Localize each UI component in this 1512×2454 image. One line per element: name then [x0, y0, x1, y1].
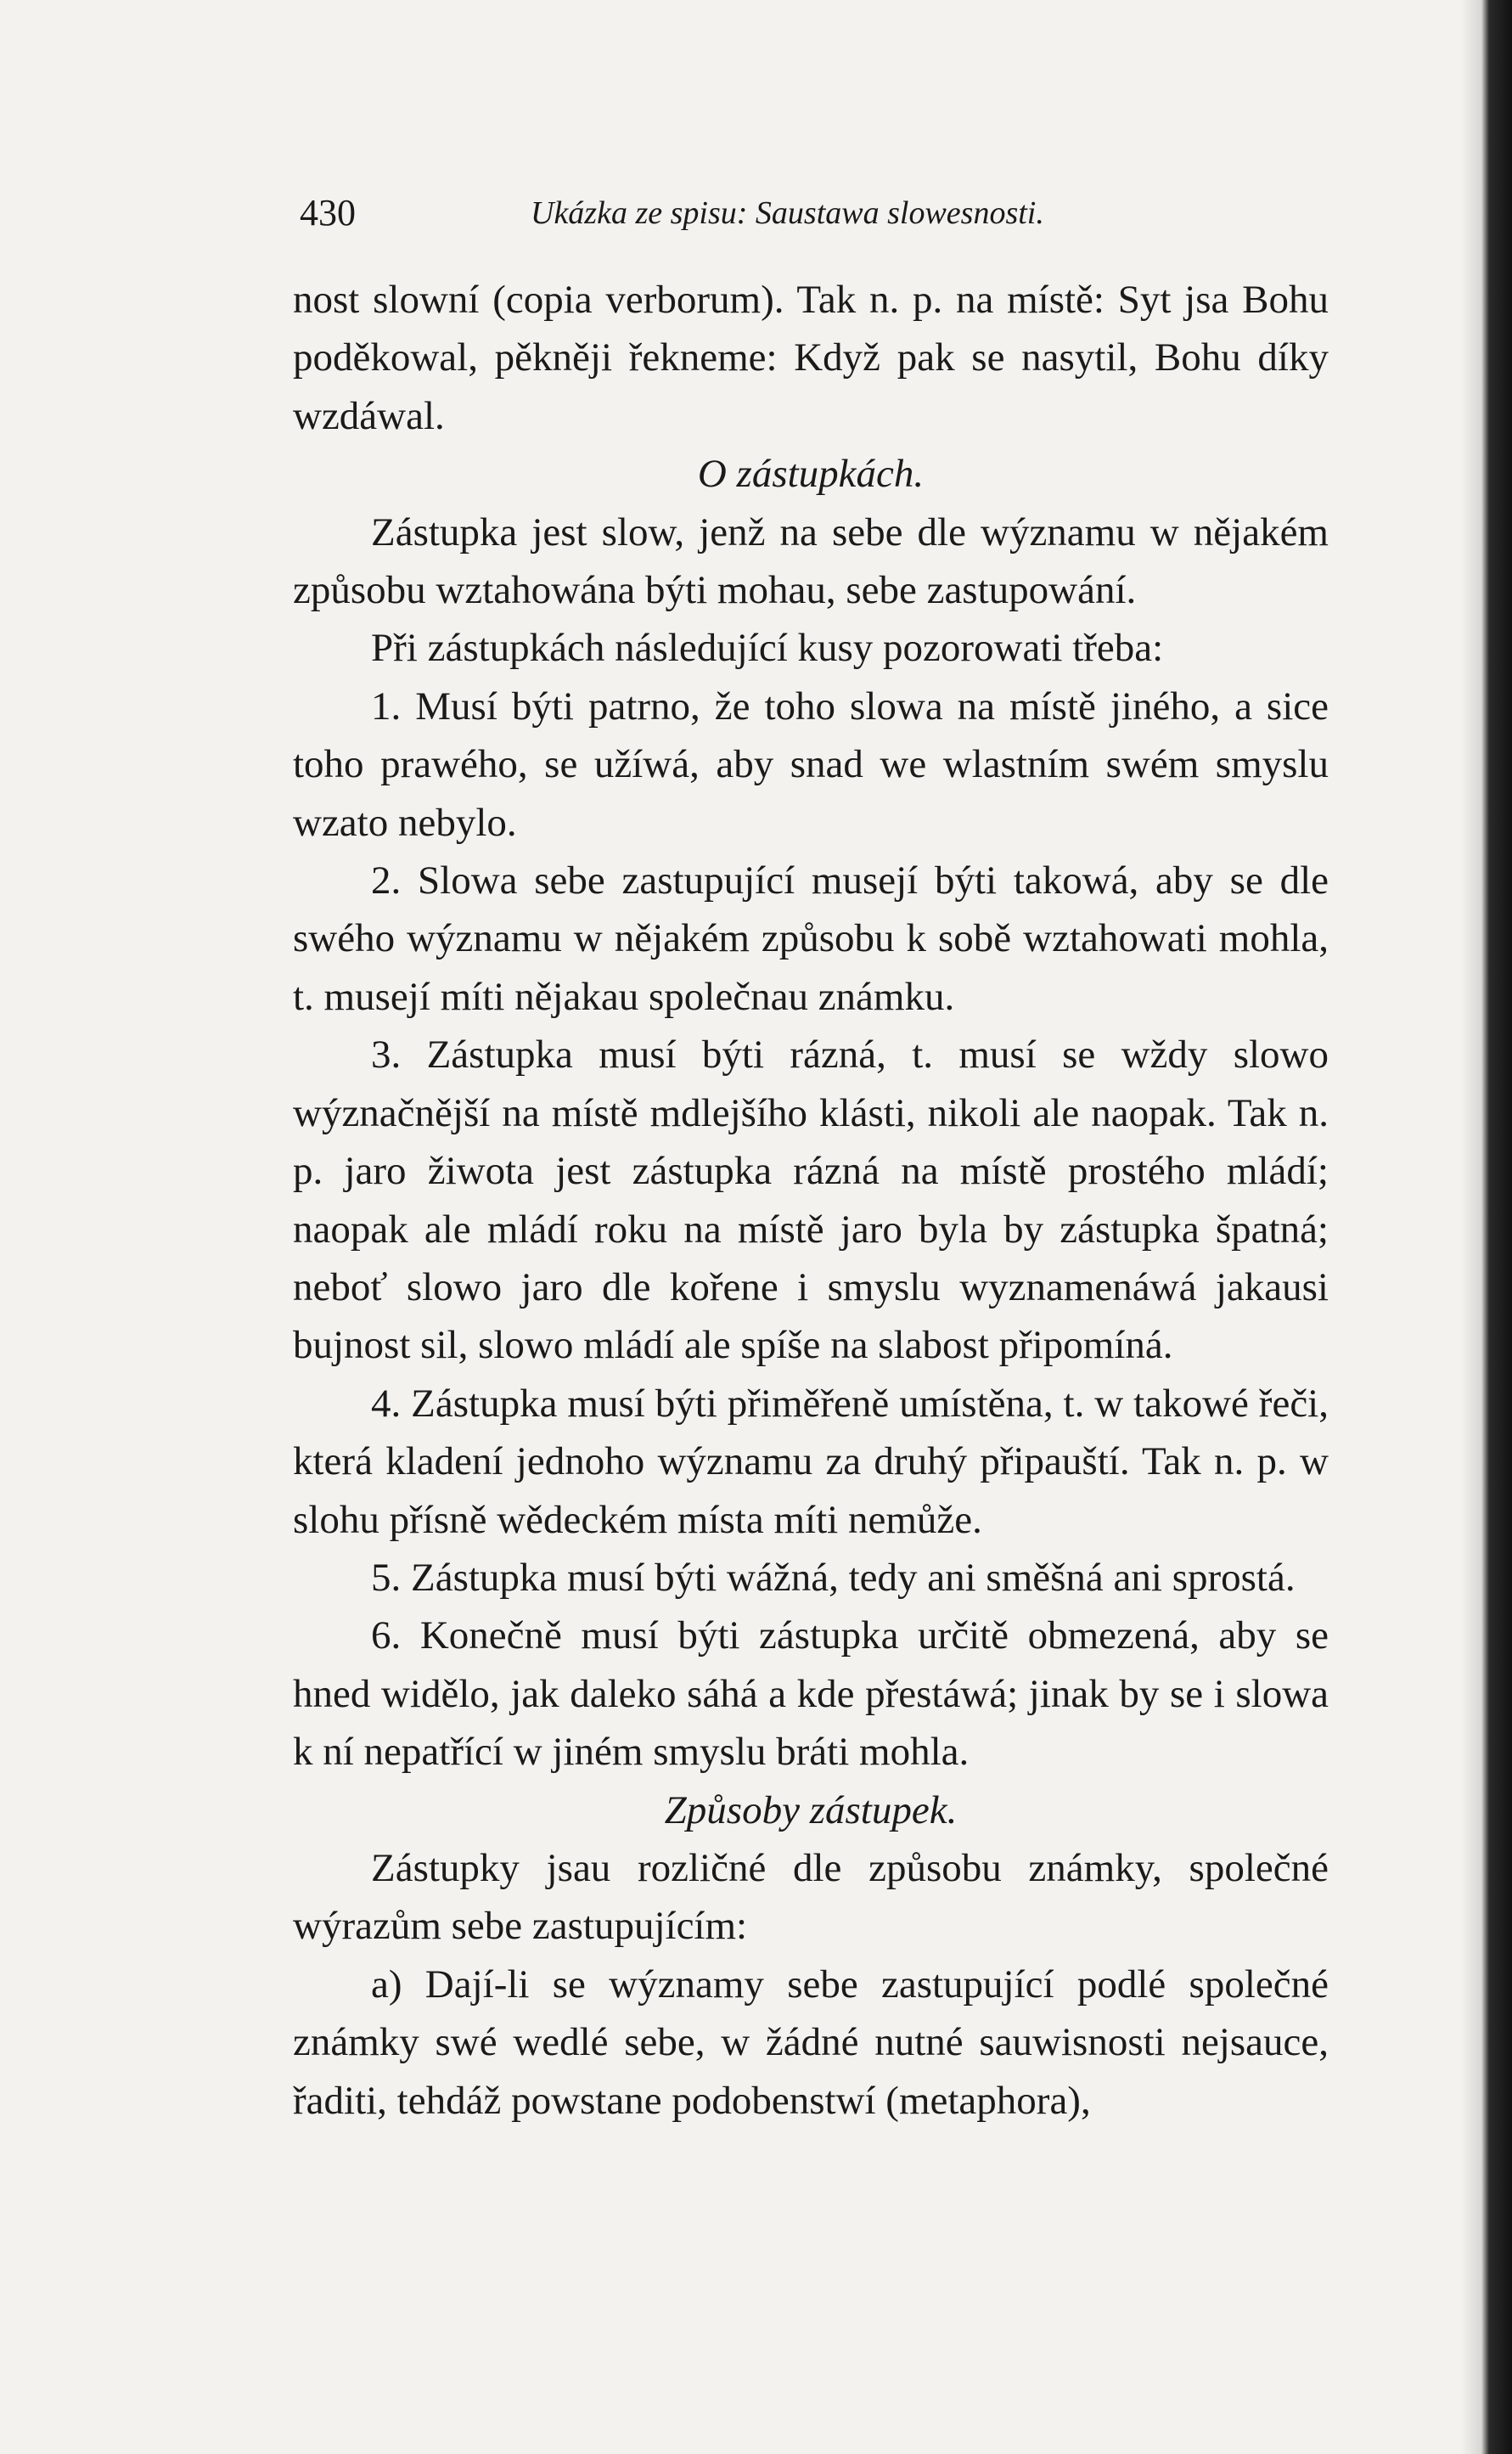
paragraph-definition: Zástupka jest slow, jenž na sebe dle wýznamu w nějakém způsobu wztahowána býti mohau, sebe zastupowání. — [293, 509, 1329, 613]
page-body — [293, 271, 1329, 2130]
page-edge-shadow — [1461, 0, 1512, 2454]
rule-item-5: 5. Zástupka musí býti wážná, tedy ani směšná ani sprostá. — [371, 1555, 1296, 1600]
rule-item-1: 1. Musí býti patrno, že toho slowa na místě jiného, a sice toho prawého, se užíwá, aby snad we wlastním swém smyslu wzato nebylo. — [293, 684, 1329, 845]
paragraph-continuation: nost slowní (copia verborum). Tak n. p. na místě: Syt jsa Bohu poděkowal, pěkněji řekneme: Když pak se nasytil, Bohu díky wzdáwal. — [293, 278, 1329, 438]
book-page — [293, 183, 1329, 2130]
running-head — [293, 183, 1329, 242]
rule-item-4: 4. Zástupka musí býti přiměřeně umístěna, t. w takowé řeči, která kladení jednoho wýznamu za druhý připauští. Tak n. p. w slohu přísně wědeckém místa míti nemůže. — [293, 1381, 1329, 1542]
paragraph-type-a: a) Dají-li se wýznamy sebe zastupující podlé společné známky swé wedlé sebe, w žádné nutné sauwisnosti nejsauce, řaditi, tehdáž powstane podobenstwí (metaphora), — [293, 1962, 1329, 2123]
rule-item-6: 6. Konečně musí býti zástupka určitě obmezená, aby se hned widělo, jak daleko sáhá a kde přestáwá; jinak by se i slowa k ní nepatřící w jiném smyslu bráti mohla. — [293, 1613, 1329, 1775]
section-heading-zastupky: O zástupkách. — [697, 452, 925, 497]
section-heading-zpusoby: Způsoby zástupek. — [664, 1787, 958, 1832]
running-title: Ukázka ze spisu: Saustawa slowesnosti. — [531, 195, 1044, 231]
paragraph-intro-rules: Při zástupkách následující kusy pozorowati třeba: — [371, 626, 1164, 671]
rule-item-2: 2. Slowa sebe zastupující musejí býti takowá, aby se dle swého wýznamu w nějakém způsobu k sobě wztahowati mohla, t. musejí míti nějakau společnau známku. — [293, 858, 1329, 1019]
page-number: 430 — [300, 192, 356, 234]
paragraph-types-intro: Zástupky jsau rozličné dle způsobu známky, společné wýrazům sebe zastupujícím: — [293, 1845, 1329, 1949]
rule-item-3: 3. Zástupka musí býti rázná, t. musí se wždy slowo wýznačnější na místě mdlejšího klásti, nikoli ale naopak. Tak n. p. jaro žiwota jest zástupka rázná na místě prostého mládí; naopak ale mládí roku na místě jaro byla by zástupka špatná; neboť slowo jaro dle kořene i smyslu wyznamenáwá jakausi bujnost sil, slowo mládí ale spíše na slabost připomíná. — [293, 1033, 1329, 1368]
